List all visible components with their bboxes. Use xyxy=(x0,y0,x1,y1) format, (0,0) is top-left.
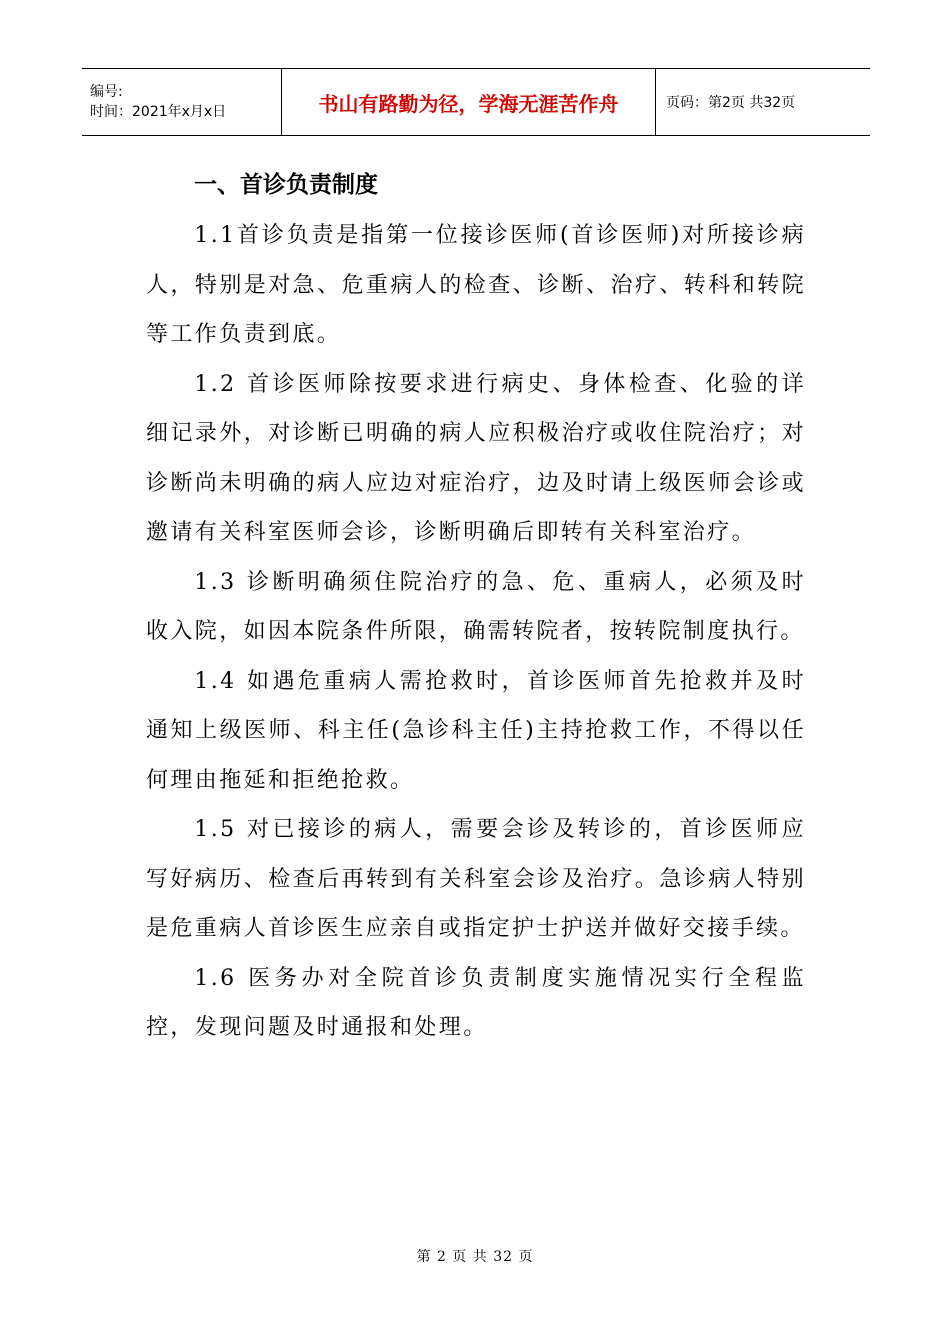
paragraph-1-5: 1.5 对已接诊的病人，需要会诊及转诊的，首诊医师应写好病历、检查后再转到有关科室会诊及治疗。急诊病人特别是危重病人首诊医生应亲自或指定护士护送并做好交接手续。 xyxy=(146,817,806,941)
document-time-label: 时间：2021年x月x日 xyxy=(90,104,227,120)
header-meta xyxy=(82,69,282,135)
header-page-code: 页码：第2页 共32页 xyxy=(666,95,796,111)
header-motto-cell xyxy=(282,69,656,135)
paragraph-1-3: 1.3 诊断明确须住院治疗的急、危、重病人，必须及时收入院，如因本院条件所限，确需转院者，按转院制度执行。 xyxy=(146,569,806,644)
header-page-code-cell xyxy=(656,69,870,135)
section-title: 一、首诊负责制度 xyxy=(194,172,378,198)
page-footer: 第 2 页 共 32 页 xyxy=(416,1249,534,1265)
header-motto: 书山有路勤为径，学海无涯苦作舟 xyxy=(318,91,619,116)
document-number-label: 编号: xyxy=(90,84,123,100)
paragraph-1-1: 1.1首诊负责是指第一位接诊医师(首诊医师)对所接诊病人，特别是对急、危重病人的检查、诊断、治疗、转科和转院等工作负责到底。 xyxy=(146,223,806,347)
paragraph-1-6: 1.6 医务办对全院首诊负责制度实施情况实行全程监控，发现问题及时通报和处理。 xyxy=(146,965,806,1040)
page-header xyxy=(82,68,870,136)
document-body xyxy=(146,164,806,1053)
paragraph-1-2: 1.2 首诊医师除按要求进行病史、身体检查、化验的详细记录外，对诊断已明确的病人应积极治疗或收住院治疗；对诊断尚未明确的病人应边对症治疗，边及时请上级医师会诊或邀请有关科室医师会诊，诊断明确后即转有关科室治疗。 xyxy=(146,371,806,545)
paragraph-1-4: 1.4 如遇危重病人需抢救时，首诊医师首先抢救并及时通知上级医师、科主任(急诊科主任)主持抢救工作，不得以任何理由拖延和拒绝抢救。 xyxy=(146,668,806,793)
